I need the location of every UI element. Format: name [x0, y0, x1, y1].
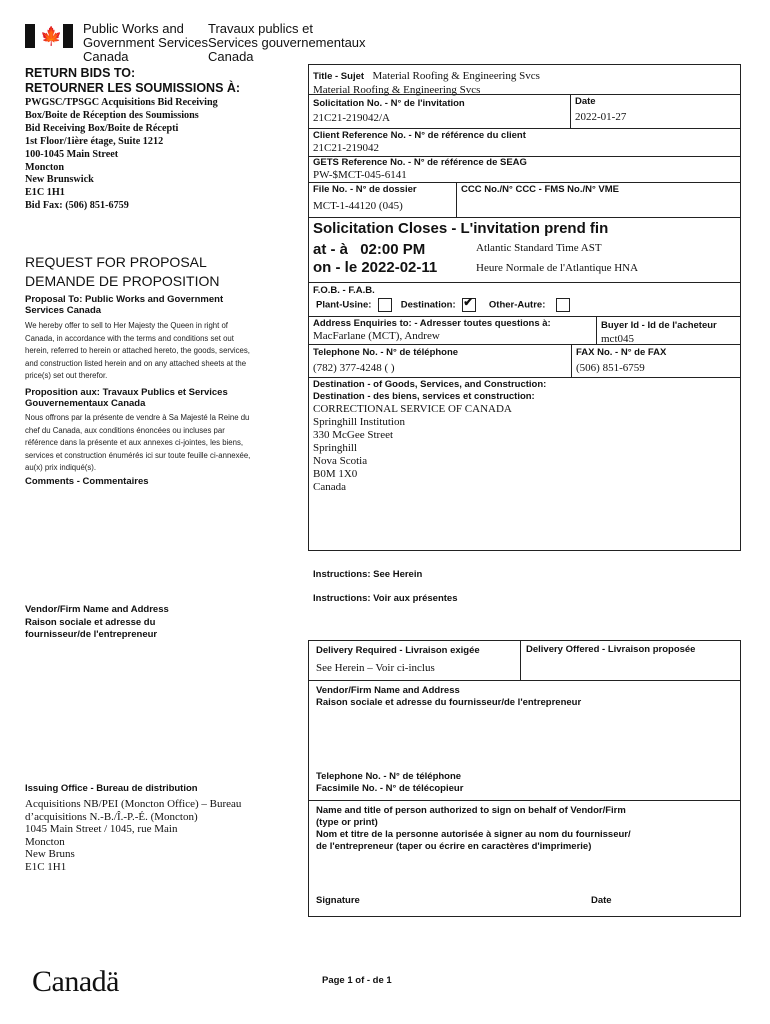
vendor-telephone-label: Telephone No. - N° de téléphone	[316, 771, 462, 782]
address-enquiries-field	[313, 318, 551, 343]
signature-date-label: Date	[591, 895, 612, 906]
proposition-text: Nous offrons par la présente de vendre à Sa Majesté la Reine du chef du Canada, aux conditions énoncées ou incluses par référence dans la présente et aux annexes ci-jointes, les biens, services et construction énumérés ici sur toute feuille ci-annexée, au(x) prix indiqué(s).	[25, 413, 251, 472]
issuing-office-label: Issuing Office - Bureau de distribution	[25, 783, 198, 794]
divider	[308, 377, 741, 378]
address-line: Moncton	[25, 161, 65, 173]
dept-name-fr	[208, 22, 366, 64]
divider	[308, 316, 741, 317]
divider	[308, 94, 741, 95]
vendor-address-label: Raison sociale et adresse du fournisseur/de l'entrepreneur	[316, 697, 582, 708]
vendor-left-label-en: Vendor/Firm Name and Address	[25, 604, 169, 615]
authorized-name-field[interactable]	[316, 805, 631, 853]
address-line: 100-1045 Main Street	[25, 148, 119, 160]
divider	[308, 800, 741, 801]
delivery-offered-label: Delivery Offered - Livraison proposée	[526, 644, 696, 655]
closes-title: Solicitation Closes - L'invitation prend fin	[313, 220, 609, 237]
date-field	[575, 96, 626, 124]
divider	[571, 344, 572, 377]
at-label: at - à	[313, 241, 349, 258]
address-enquiries-value: MacFarlane (MCT), Andrew	[313, 330, 440, 342]
destination-label-fr: Destination - des biens, services et construction:	[313, 391, 535, 402]
divider	[308, 344, 741, 345]
instructions-fr: Instructions: Voir aux présentes	[313, 593, 458, 604]
title-value: Material Roofing & Engineering Svcs	[372, 70, 540, 82]
return-bids-address	[25, 97, 218, 213]
destination-line: 330 McGee Street	[313, 429, 394, 441]
destination-line: B0M 1X0	[313, 468, 358, 480]
delivery-required-value: See Herein – Voir ci-inclus	[316, 662, 435, 674]
flag-left-bar	[25, 24, 35, 48]
dept-fr-line: Services gouvernementaux	[208, 35, 366, 50]
rfp-title-fr: DEMANDE DE PROPOSITION	[25, 273, 220, 289]
auth-line: de l'entrepreneur (taper ou écrire en caractères d'imprimerie)	[316, 841, 592, 852]
destination-checkbox[interactable]	[462, 298, 476, 312]
other-label: Other-Autre:	[488, 299, 546, 311]
gets-value: PW-$MCT-045-6141	[313, 169, 407, 181]
divider	[308, 128, 741, 129]
telephone-label: Telephone No. - N° de téléphone	[313, 347, 459, 358]
destination-line: Canada	[313, 481, 346, 493]
file-label: File No. - N° de dossier	[313, 184, 417, 195]
ccc-field	[461, 184, 619, 196]
destination-field	[313, 379, 546, 494]
proposal-to-label: Proposal To: Public Works and Government Services Canada	[25, 294, 224, 316]
issuing-line: Acquisitions NB/PEI (Moncton Office) – Bureau	[25, 798, 242, 810]
bid-fax-line: Bid Fax: (506) 851-6759	[25, 200, 129, 212]
return-bids-title-en: RETURN BIDS TO:	[25, 66, 136, 80]
client-ref-field	[313, 130, 526, 155]
destination-line: Springhill Institution	[313, 416, 405, 428]
on-label: on - le	[313, 259, 358, 276]
file-field	[313, 184, 417, 213]
issuing-line: d’acquisitions N.-B./Î.-P.-É. (Moncton)	[25, 810, 198, 823]
fob-label: F.O.B. - F.A.B.	[313, 285, 375, 296]
maple-leaf-icon: 🍁	[40, 26, 63, 46]
client-ref-value: 21C21-219042	[313, 142, 379, 154]
auth-line: Name and title of person authorized to sign on behalf of Vendor/Firm	[316, 805, 626, 816]
divider	[308, 217, 741, 218]
title-value-2: Material Roofing & Engineering Svcs	[313, 84, 481, 96]
address-line: New Brunswick	[25, 174, 94, 186]
vendor-left-label	[25, 604, 195, 642]
issuing-line: 1045 Main Street / 1045, rue Main	[25, 823, 178, 836]
canada-wordmark: Canadä	[32, 965, 119, 998]
address-line: Bid Receiving Box/Boite de Récepti	[25, 122, 179, 134]
proposal-to-text: We hereby offer to sell to Her Majesty the Queen in right of Canada, in accordance with the terms and conditions set out herein, referred to herein or attached hereto, the goods, services, and construction listed herein and on any attached sheets at the price(s) set out therefor.	[25, 321, 250, 380]
address-line: 1st Floor/1ière étage, Suite 1212	[25, 135, 164, 147]
close-date-value: 2022-02-11	[361, 259, 438, 276]
vendor-name-label: Vendor/Firm Name and Address	[316, 685, 460, 696]
auth-line: (type or print)	[316, 817, 378, 828]
destination-line: Springhill	[313, 442, 358, 454]
dept-name-en	[83, 22, 208, 64]
destination-line: Nova Scotia	[313, 455, 368, 467]
gets-label: GETS Reference No. - N° de référence de SEAG	[313, 157, 527, 168]
dept-fr-line: Travaux publics et	[208, 21, 314, 36]
client-ref-label: Client Reference No. - N° de référence du client	[313, 130, 526, 141]
buyer-id-label: Buyer Id - Id de l'acheteur	[601, 320, 717, 331]
canada-flag-logo	[25, 24, 73, 48]
return-bids-title-fr: RETOURNER LES SOUMISSIONS À:	[25, 81, 241, 95]
dept-en-line: Government Services	[83, 35, 208, 50]
dept-fr-line: Canada	[208, 49, 254, 64]
issuing-line: Moncton	[25, 835, 65, 848]
tz-en: Atlantic Standard Time AST	[476, 242, 602, 254]
destination-label-en: Destination - of Goods, Services, and Construction:	[313, 379, 547, 390]
divider	[308, 282, 741, 283]
date-value: 2022-01-27	[575, 111, 627, 123]
auth-line: Nom et titre de la personne autorisée à signer au nom du fournisseur/	[316, 829, 631, 840]
issuing-line: E1C 1H1	[25, 860, 67, 873]
buyer-id-value: mct045	[601, 333, 634, 345]
closes-time-row	[313, 240, 425, 260]
address-line: E1C 1H1	[25, 187, 65, 199]
vendor-left-label-fr: Raison sociale et adresse du fournisseur/de l'entrepreneur	[25, 616, 158, 640]
ccc-label: CCC No./N° CCC - FMS No./N° VME	[461, 184, 620, 195]
issuing-line: New Bruns	[25, 848, 75, 861]
issuing-office-address	[25, 798, 241, 874]
address-line: PWGSC/TPSGC Acquisitions Bid Receiving	[25, 97, 218, 108]
destination-label: Destination:	[400, 299, 456, 311]
rfp-title	[25, 253, 219, 291]
flag-right-bar	[63, 24, 73, 48]
signature-label: Signature	[316, 895, 360, 906]
fax-field	[576, 347, 666, 375]
title-label: Title - Sujet	[313, 71, 365, 82]
plant-checkbox[interactable]	[378, 298, 392, 312]
comments-label: Comments - Commentaires	[25, 476, 149, 487]
divider	[596, 316, 597, 344]
fax-label: FAX No. - N° de FAX	[576, 347, 667, 358]
vendor-name-field[interactable]	[316, 685, 581, 709]
tz-fr: Heure Normale de l'Atlantique HNA	[476, 262, 639, 274]
buyer-id-field	[601, 320, 717, 346]
solicitation-label: Solicitation No. - N° de l'invitation	[313, 98, 465, 109]
telephone-value: (782) 377-4248 ( )	[313, 362, 395, 374]
plant-label: Plant-Usine:	[316, 299, 372, 311]
instructions-en: Instructions: See Herein	[313, 569, 423, 580]
other-checkbox[interactable]	[556, 298, 570, 312]
divider	[456, 182, 457, 217]
delivery-required-label: Delivery Required - Livraison exigée	[316, 645, 480, 656]
fax-value: (506) 851-6759	[576, 362, 645, 374]
title-field	[313, 66, 540, 97]
fob-options	[316, 298, 570, 312]
rfp-title-en: REQUEST FOR PROPOSAL	[25, 254, 207, 270]
gets-field	[313, 157, 527, 182]
vendor-phone-field[interactable]	[316, 771, 463, 795]
closes-date-row	[313, 258, 437, 278]
divider	[570, 94, 571, 128]
telephone-field	[313, 347, 458, 375]
address-line: Box/Boite de Réception des Soumissions	[25, 109, 199, 121]
return-bids-title	[25, 66, 240, 96]
close-time-value: 02:00 PM	[360, 241, 426, 258]
divider	[308, 182, 741, 183]
proposition-label: Proposition aux: Travaux Publics et Services Gouvernementaux Canada	[25, 387, 228, 409]
solicitation-field	[313, 98, 465, 125]
divider	[520, 640, 521, 680]
destination-line: CORRECTIONAL SERVICE OF CANADA	[313, 403, 512, 415]
page-number: Page 1 of - de 1	[322, 975, 392, 986]
address-enquiries-label: Address Enquiries to: - Adresser toutes questions à:	[313, 318, 551, 329]
dept-en-line: Public Works and	[83, 21, 184, 36]
solicitation-value: 21C21-219042/A	[313, 112, 390, 124]
dept-en-line: Canada	[83, 49, 129, 64]
vendor-facsimile-label: Facsimile No. - N° de télécopieur	[316, 783, 464, 794]
delivery-required-field	[316, 645, 480, 675]
file-value: MCT-1-44120 (045)	[313, 200, 403, 212]
divider	[308, 680, 741, 681]
date-label: Date	[575, 96, 596, 107]
